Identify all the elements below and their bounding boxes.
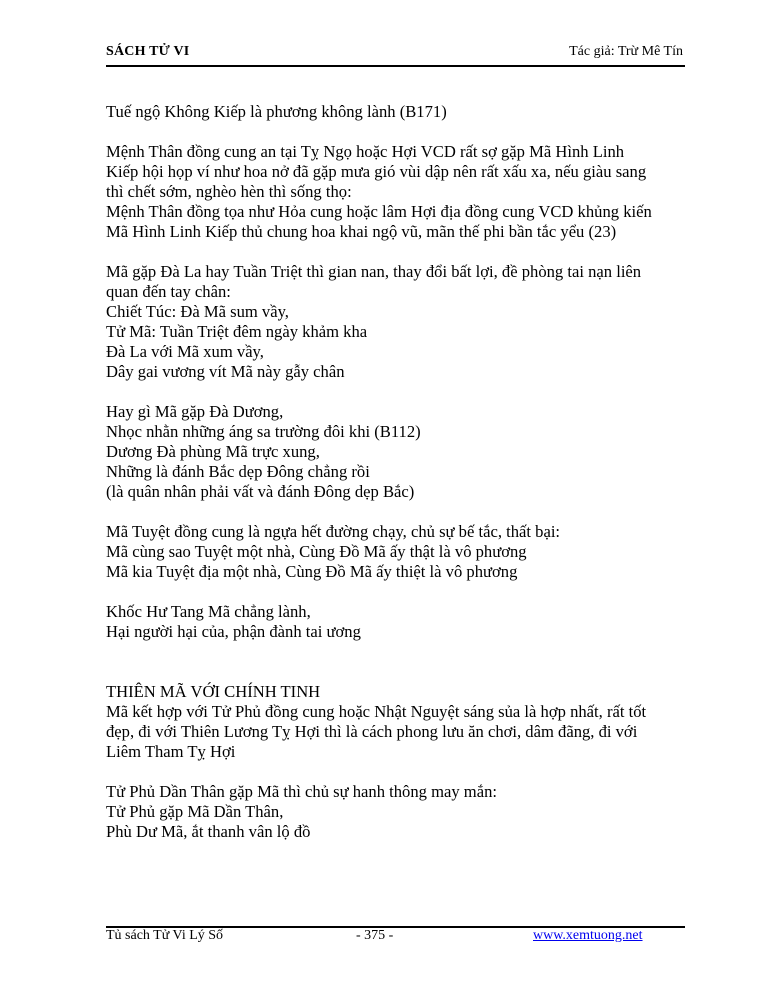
text-line: Dây gai vương vít Mã này gẫy chân <box>106 362 345 381</box>
text-line: Liêm Tham Tỵ Hợi <box>106 742 236 761</box>
author-credit: Tác giả: Trừ Mê Tín <box>569 44 683 59</box>
book-title: SÁCH TỬ VI <box>106 44 190 59</box>
text-line: Hại người hại của, phận đành tai ương <box>106 622 361 641</box>
text-line: Mã Hình Linh Kiếp thủ chung hoa khai ngộ vũ, mãn thế phi bần tắc yểu (23) <box>106 222 617 241</box>
page-footer <box>106 928 685 948</box>
text-line: Đà La với Mã xum vầy, <box>106 342 264 361</box>
text-line: Tuế ngộ Không Kiếp là phương không lành (B171) <box>106 102 447 121</box>
text-line: đẹp, đi với Thiên Lương Tỵ Hợi thì là cách phong lưu ăn chơi, dâm đãng, đi với <box>106 722 638 741</box>
paragraph-tu-phu <box>106 782 696 842</box>
paragraph-ma-tuyet <box>106 522 696 582</box>
text-line: Mã kia Tuyệt địa một nhà, Cùng Đồ Mã ấy thiệt là vô phương <box>106 562 518 581</box>
text-line: Kiếp hội họp ví như hoa nở đã gặp mưa gió vùi dập nên rất xấu xa, nếu giàu sang <box>106 162 647 181</box>
text-line: Phù Dư Mã, ắt thanh vân lộ đồ <box>106 822 311 841</box>
section-heading: THIÊN MÃ VỚI CHÍNH TINH <box>106 682 321 701</box>
text-line: quan đến tay chân: <box>106 282 231 301</box>
section-thien-ma-chinh-tinh <box>106 682 696 762</box>
text-line: Mã Tuyệt đồng cung là ngựa hết đường chạy, chủ sự bế tắc, thất bại: <box>106 522 561 541</box>
paragraph-da-duong <box>106 402 696 502</box>
paragraph-menh-than <box>106 142 696 242</box>
paragraph-tue-ngo <box>106 102 696 122</box>
text-line: thì chết sớm, nghèo hèn thì sống thọ: <box>106 182 352 201</box>
page-header <box>106 44 685 66</box>
website-link[interactable]: www.xemtuong.net <box>533 928 643 943</box>
text-line: Mệnh Thân đồng cung an tại Tỵ Ngọ hoặc Hợi VCD rất sợ gặp Mã Hình Linh <box>106 142 625 161</box>
text-line: Chiết Túc: Đà Mã sum vầy, <box>106 302 289 321</box>
text-line: Mã gặp Đà La hay Tuần Triệt thì gian nan, thay đổi bất lợi, đề phòng tai nạn liên <box>106 262 642 281</box>
page-body <box>106 102 696 862</box>
header-divider <box>106 65 685 67</box>
text-line: Hay gì Mã gặp Đà Dương, <box>106 402 284 421</box>
text-line: Những là đánh Bắc dẹp Đông chẳng rồi <box>106 462 370 481</box>
series-name: Tủ sách Tử Vi Lý Số <box>106 928 224 943</box>
paragraph-khoc-hu <box>106 602 696 642</box>
text-line: Mệnh Thân đồng tọa như Hỏa cung hoặc lâm Hợi địa đồng cung VCD khủng kiến <box>106 202 652 221</box>
text-line: Nhọc nhằn những áng sa trường đôi khi (B112) <box>106 422 421 441</box>
text-line: Dương Đà phùng Mã trực xung, <box>106 442 320 461</box>
paragraph-ma-da-la <box>106 262 696 382</box>
page-number: - 375 - <box>356 928 394 943</box>
text-line: Tử Mã: Tuần Triệt đêm ngày khảm kha <box>106 322 368 341</box>
text-line: Mã kết hợp với Tử Phủ đồng cung hoặc Nhật Nguyệt sáng sủa là hợp nhất, rất tốt <box>106 702 647 721</box>
text-line: Khốc Hư Tang Mã chẳng lành, <box>106 602 311 621</box>
text-line: Tử Phủ gặp Mã Dần Thân, <box>106 802 284 821</box>
text-line: (là quân nhân phải vất và đánh Đông dẹp Bắc) <box>106 482 415 501</box>
text-line: Mã cùng sao Tuyệt một nhà, Cùng Đồ Mã ấy thật là vô phương <box>106 542 527 561</box>
text-line: Tử Phủ Dần Thân gặp Mã thì chủ sự hanh thông may mắn: <box>106 782 497 801</box>
